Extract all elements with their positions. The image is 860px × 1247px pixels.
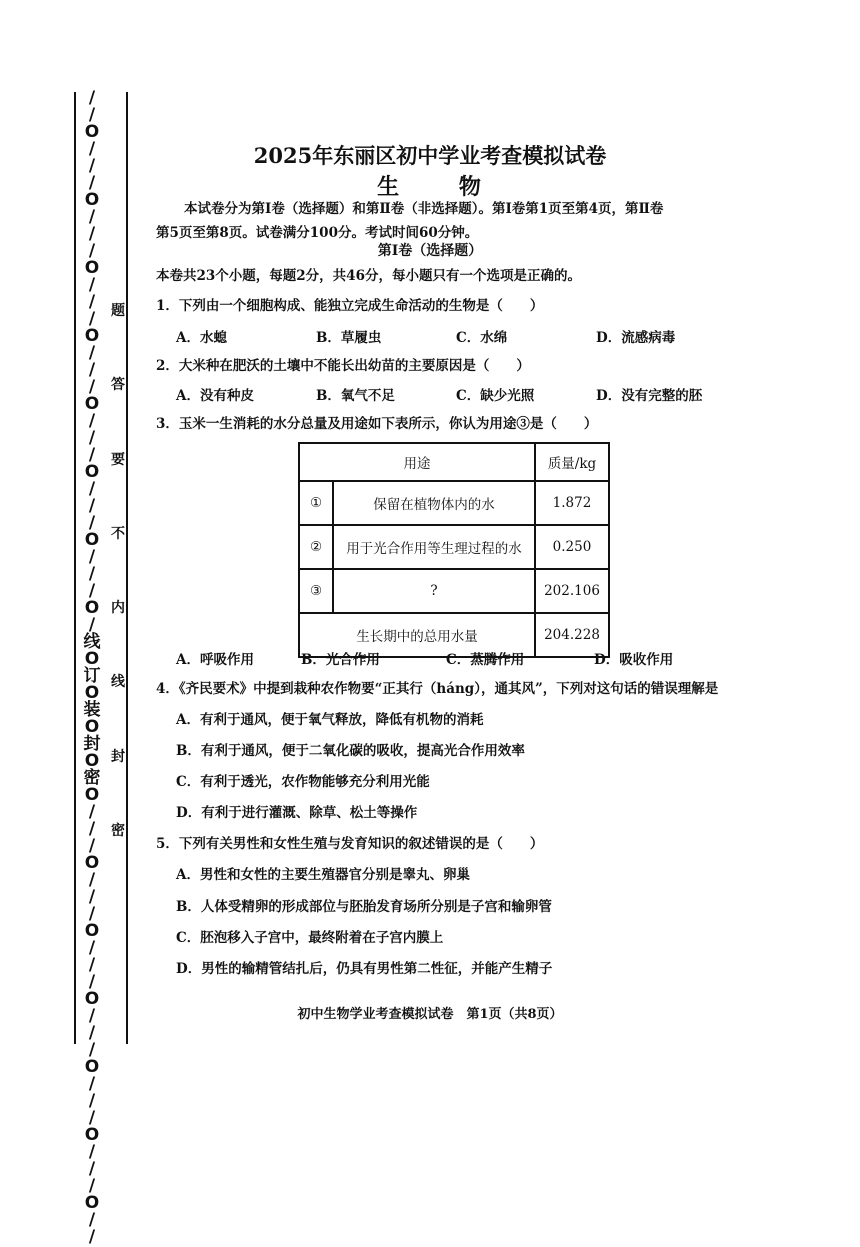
question-2: 2．大米种在肥沃的土壤中不能长出幼苗的主要原因是（ ） <box>156 358 530 374</box>
binding-margin-marks <box>80 88 104 1247</box>
margin-mark: / <box>88 207 96 227</box>
margin-mark: / <box>88 955 96 975</box>
question-4: 4．《齐民要术》中提到栽种农作物要“正其行（háng），通其风”，下列对这句话的错误理解是 <box>156 681 719 697</box>
margin-mark: / <box>88 1227 96 1247</box>
q4-option-a[interactable]: A．有利于通风，便于氧气释放，降低有机物的消耗 <box>176 712 484 728</box>
margin-mark: / <box>88 870 96 890</box>
table-row <box>299 569 609 613</box>
q1-option-c[interactable]: C．水绵 <box>456 330 508 346</box>
margin-mark: / <box>88 581 96 601</box>
question-2-options <box>176 384 736 404</box>
header-use: 用途 <box>299 443 535 481</box>
margin-mark: / <box>88 887 96 907</box>
q1-option-a[interactable]: A．水螅 <box>176 330 227 346</box>
margin-mark: / <box>88 343 96 363</box>
margin-mark: O <box>84 853 100 873</box>
margin-mark: / <box>88 1159 96 1179</box>
margin-mark: 线 <box>83 632 101 652</box>
margin-mark: / <box>88 105 96 125</box>
margin-mark: / <box>88 1023 96 1043</box>
margin-mark: 订 <box>83 666 101 686</box>
margin-char: 不 <box>111 525 125 542</box>
margin-mark: / <box>88 88 96 108</box>
margin-mark: O <box>84 683 100 703</box>
margin-mark: O <box>84 394 100 414</box>
margin-mark: / <box>88 972 96 992</box>
margin-mark: O <box>84 717 100 737</box>
margin-mark: / <box>88 1176 96 1196</box>
margin-mark: 密 <box>83 768 101 788</box>
margin-char: 封 <box>111 748 125 765</box>
margin-mark: O <box>84 530 100 550</box>
q3-option-c[interactable]: C．蒸腾作用 <box>446 652 525 668</box>
row-mass: 1.872 <box>535 481 609 525</box>
q2-option-b[interactable]: B．氧气不足 <box>316 388 395 404</box>
margin-mark: / <box>88 1006 96 1026</box>
row-mass: 202.106 <box>535 569 609 613</box>
question-1: 1．下列由一个细胞构成、能独立完成生命活动的生物是（ ） <box>156 298 544 314</box>
q3-option-b[interactable]: B．光合作用 <box>301 652 380 668</box>
margin-mark: / <box>88 1210 96 1230</box>
margin-char: 密 <box>111 822 125 839</box>
table-row <box>299 481 609 525</box>
page-footer: 初中生物学业考查模拟试卷 第1页（共8页） <box>297 1007 563 1022</box>
instructions-line-2: 第5页至第8页。试卷满分100分。考试时间60分钟。 <box>156 225 479 241</box>
margin-mark: 封 <box>83 734 101 754</box>
margin-mark: O <box>84 751 100 771</box>
q2-option-c[interactable]: C．缺少光照 <box>456 388 535 404</box>
margin-mark: / <box>88 615 96 635</box>
margin-mark: / <box>88 1142 96 1162</box>
binding-margin-chars <box>106 300 130 840</box>
table-header-row <box>299 443 609 481</box>
row-number: ③ <box>299 569 333 613</box>
q5-option-a[interactable]: A．男性和女性的主要生殖器官分别是睾丸、卵巢 <box>176 867 470 883</box>
margin-mark: O <box>84 785 100 805</box>
table-row <box>299 525 609 569</box>
row-use: ? <box>333 569 535 613</box>
question-3-options <box>176 648 736 668</box>
q2-option-d[interactable]: D．没有完整的胚 <box>596 388 703 404</box>
margin-mark: / <box>88 819 96 839</box>
margin-mark: / <box>88 377 96 397</box>
row-number: ① <box>299 481 333 525</box>
q4-option-d[interactable]: D．有利于进行灌溉、除草、松土等操作 <box>176 805 418 821</box>
row-use: 用于光合作用等生理过程的水 <box>333 525 535 569</box>
margin-mark: / <box>88 411 96 431</box>
margin-mark: / <box>88 275 96 295</box>
margin-mark: O <box>84 1193 100 1213</box>
margin-mark: / <box>88 224 96 244</box>
margin-mark: / <box>88 1091 96 1111</box>
margin-mark: / <box>88 292 96 312</box>
margin-mark: / <box>88 309 96 329</box>
section-note: 本卷共23个小题，每题2分，共46分，每小题只有一个选项是正确的。 <box>156 268 581 284</box>
q1-option-d[interactable]: D．流感病毒 <box>596 330 676 346</box>
margin-char: 题 <box>111 303 125 319</box>
margin-mark: O <box>84 122 100 142</box>
margin-mark: O <box>84 190 100 210</box>
total-mass: 204.228 <box>535 613 609 657</box>
margin-mark: / <box>88 241 96 261</box>
margin-mark: / <box>88 360 96 380</box>
margin-char: 答 <box>111 377 125 394</box>
margin-mark: / <box>88 938 96 958</box>
margin-mark: 装 <box>83 700 101 720</box>
row-number: ② <box>299 525 333 569</box>
margin-mark: O <box>84 921 100 941</box>
margin-mark: O <box>84 258 100 278</box>
margin-mark: / <box>88 904 96 924</box>
margin-mark: / <box>88 564 96 584</box>
q1-option-b[interactable]: B．草履虫 <box>316 330 382 346</box>
row-mass: 0.250 <box>535 525 609 569</box>
margin-mark: / <box>88 173 96 193</box>
margin-mark: O <box>84 326 100 346</box>
q2-option-a[interactable]: A．没有种皮 <box>176 388 254 404</box>
margin-mark: / <box>88 496 96 516</box>
margin-mark: / <box>88 802 96 822</box>
q3-option-d[interactable]: D．吸收作用 <box>594 652 674 668</box>
margin-mark: O <box>84 1125 100 1145</box>
margin-mark: / <box>88 1074 96 1094</box>
water-usage-table <box>298 442 610 658</box>
margin-mark: O <box>84 1057 100 1077</box>
q3-option-a[interactable]: A．呼吸作用 <box>176 652 254 668</box>
margin-mark: O <box>84 649 100 669</box>
q5-option-c[interactable]: C．胚泡移入子宫中，最终附着在子宫内膜上 <box>176 930 444 946</box>
margin-mark: / <box>88 428 96 448</box>
q5-option-b[interactable]: B．人体受精卵的形成部位与胚胎发育场所分别是子宫和输卵管 <box>176 899 552 915</box>
margin-mark: O <box>84 598 100 618</box>
subject-title: 生 物 <box>377 174 507 200</box>
q4-option-c[interactable]: C．有利于透光，农作物能够充分利用光能 <box>176 774 430 790</box>
instructions-line-1: 本试卷分为第Ⅰ卷（选择题）和第Ⅱ卷（非选择题）。第Ⅰ卷第1页至第4页，第Ⅱ卷 <box>184 201 664 217</box>
question-5: 5．下列有关男性和女性生殖与发育知识的叙述错误的是（ ） <box>156 836 544 852</box>
margin-mark: / <box>88 139 96 159</box>
question-3: 3．玉米一生消耗的水分总量及用途如下表所示，你认为用途③是（ ） <box>156 416 598 432</box>
margin-mark: O <box>84 462 100 482</box>
exam-title: 2025年东丽区初中学业考查模拟试卷 <box>253 143 607 168</box>
margin-mark: / <box>88 836 96 856</box>
margin-mark: / <box>88 1040 96 1060</box>
question-1-options <box>176 326 736 346</box>
row-use: 保留在植物体内的水 <box>333 481 535 525</box>
margin-mark: / <box>88 547 96 567</box>
section-title: 第Ⅰ卷（选择题） <box>377 243 483 259</box>
binding-line-left <box>74 92 76 1044</box>
header-mass: 质量/kg <box>535 443 609 481</box>
margin-char: 内 <box>111 600 125 617</box>
exam-instructions <box>156 197 766 245</box>
q4-option-b[interactable]: B．有利于通风，便于二氧化碳的吸收，提高光合作用效率 <box>176 743 525 759</box>
margin-char: 要 <box>111 451 125 468</box>
margin-mark: / <box>88 445 96 465</box>
total-label: 生长期中的总用水量 <box>299 613 535 657</box>
margin-char: 线 <box>111 674 125 691</box>
margin-mark: / <box>88 479 96 499</box>
margin-mark: / <box>88 1108 96 1128</box>
margin-mark: O <box>84 989 100 1009</box>
margin-mark: / <box>88 156 96 176</box>
margin-mark: / <box>88 513 96 533</box>
q5-option-d[interactable]: D．男性的输精管结扎后，仍具有男性第二性征，并能产生精子 <box>176 961 553 977</box>
